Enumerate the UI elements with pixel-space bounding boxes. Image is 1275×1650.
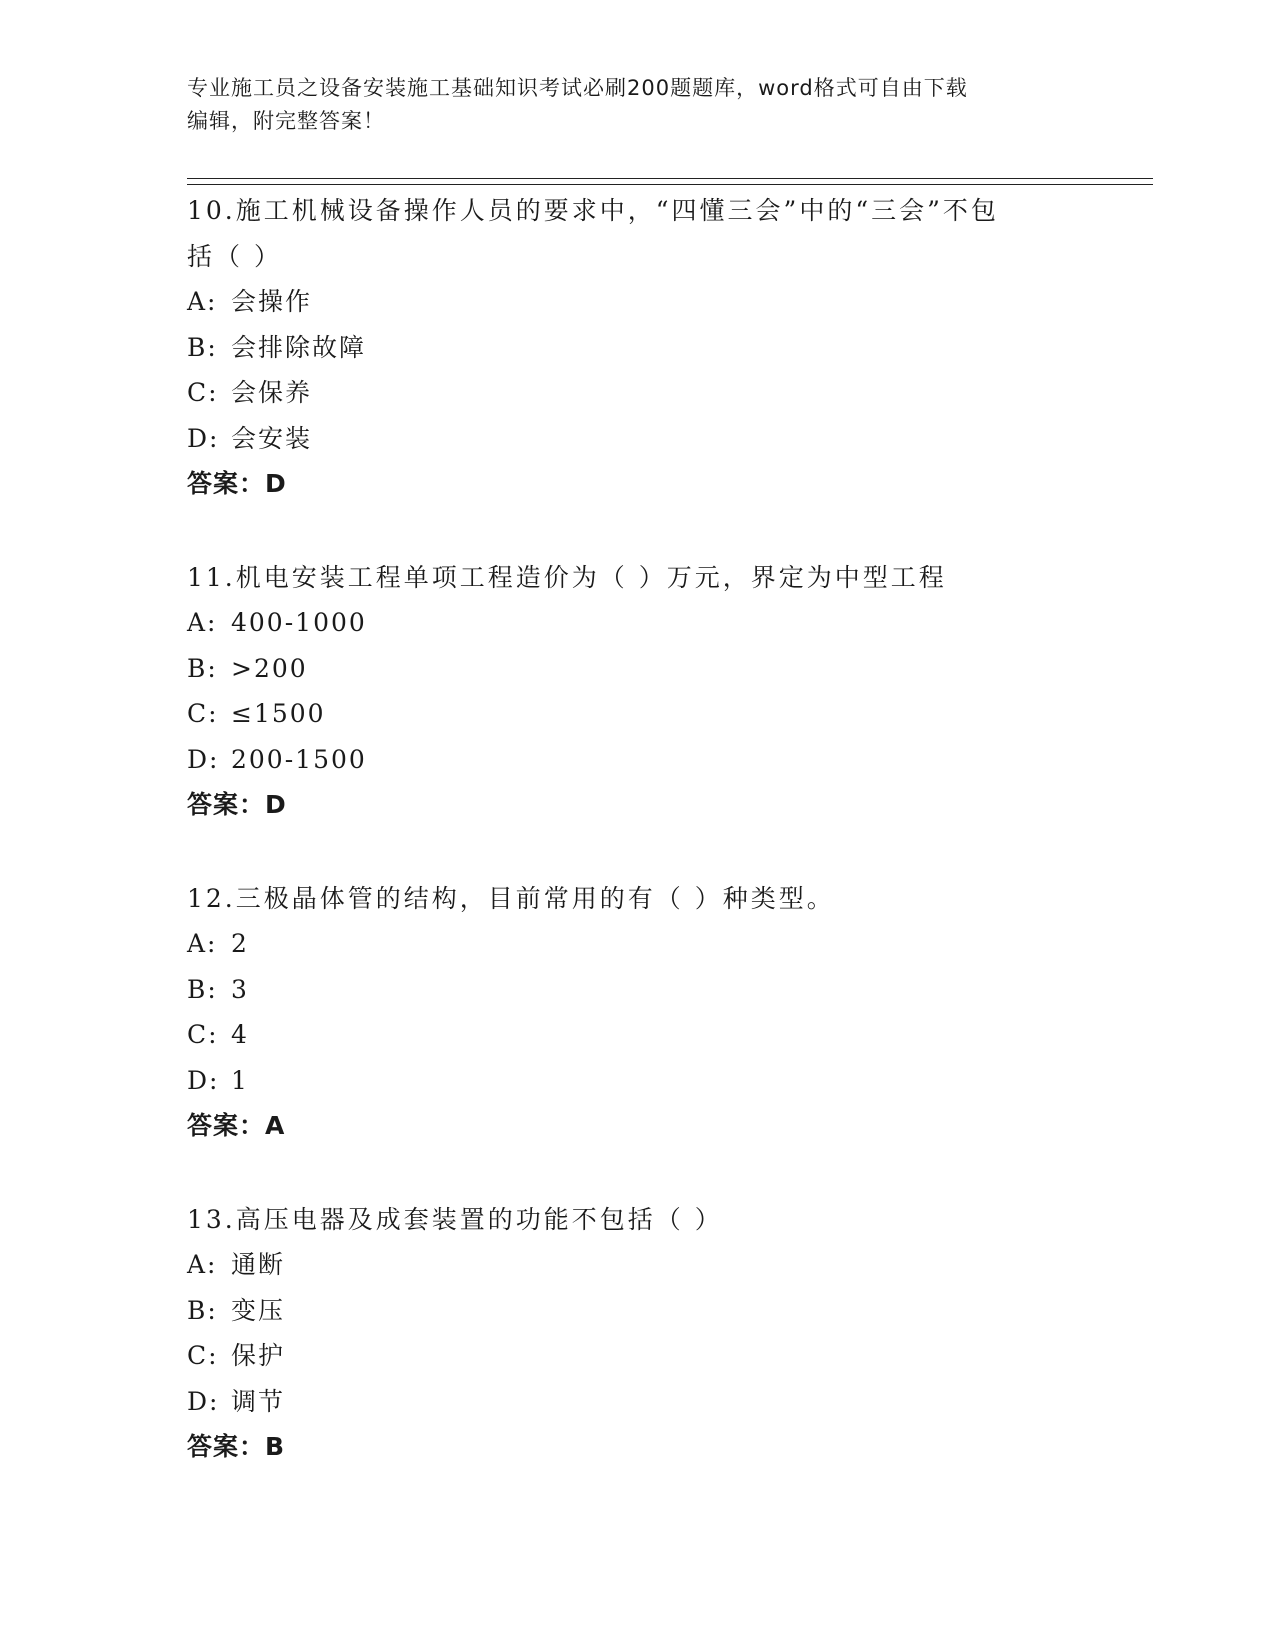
option-text: 会排除故障 [231,332,367,362]
option-letter: C: [187,378,219,407]
option-text: 200-1500 [231,744,367,774]
option-a [187,600,1087,646]
option-c [187,370,1087,416]
question-stem: 11.机电安装工程单项工程造价为（ ）万元，界定为中型工程 [187,562,947,592]
option-letter: D: [187,423,220,453]
question-stem: 13.高压电器及成套装置的功能不包括（ ） [187,1204,723,1234]
option-d [187,1379,1087,1425]
option-letter: B: [187,1295,218,1325]
answer-line: 答案：A [187,1111,286,1140]
option-text: 会安装 [231,423,313,453]
option-text: 1 [231,1065,249,1095]
question-12 [187,876,1087,1149]
option-letter: A: [187,1250,218,1279]
option-letter: B: [187,653,218,683]
question-stem: 10.施工机械设备操作人员的要求中，“四懂三会”中的“三会”不包 [187,196,999,225]
answer-line: 答案：D [187,790,287,819]
header-line-1: 专业施工员之设备安装施工基础知识考试必刷200题题库，word格式可自由下载 [187,76,968,100]
option-letter: C: [187,699,219,728]
question-10 [187,188,1087,507]
option-text: 3 [231,974,249,1004]
option-letter: A: [187,929,218,958]
header-divider-bottom [187,184,1153,185]
option-b [187,325,1087,371]
option-b [187,1288,1087,1334]
option-text: 保护 [231,1341,286,1370]
option-text: 变压 [231,1295,286,1325]
option-c [187,691,1087,737]
option-d [187,737,1087,783]
option-letter: A: [187,608,218,637]
question-spacer [187,1149,1087,1197]
option-text: ≤1500 [231,699,326,728]
option-d [187,416,1087,462]
option-text: 4 [231,1020,249,1049]
answer-line: 答案：B [187,1432,286,1461]
question-stem-continued: 括（ ） [187,241,282,271]
option-letter: A: [187,287,218,316]
option-text: 会操作 [231,287,313,316]
answer-line: 答案：D [187,469,287,498]
question-list [187,188,1087,1470]
question-13 [187,1197,1087,1470]
option-a [187,279,1087,325]
question-stem: 12.三极晶体管的结构，目前常用的有（ ）种类型。 [187,883,835,913]
question-11 [187,555,1087,828]
option-b [187,646,1087,692]
document-header [187,72,1087,138]
header-divider-top [187,178,1153,179]
option-d [187,1058,1087,1104]
option-text: 2 [231,929,249,958]
option-c [187,1012,1087,1058]
option-text: 400-1000 [231,608,367,637]
option-c [187,1333,1087,1379]
option-letter: C: [187,1341,219,1370]
option-letter: D: [187,1386,220,1416]
question-spacer [187,828,1087,876]
option-letter: C: [187,1020,219,1049]
question-spacer [187,507,1087,555]
option-text: 会保养 [231,378,313,407]
option-letter: D: [187,744,220,774]
option-b [187,967,1087,1013]
option-letter: B: [187,332,218,362]
option-letter: D: [187,1065,220,1095]
option-text: >200 [231,653,308,683]
option-text: 通断 [231,1250,286,1279]
option-a [187,1242,1087,1288]
option-text: 调节 [231,1386,286,1416]
option-a [187,921,1087,967]
header-line-2: 编辑，附完整答案！ [187,109,385,133]
option-letter: B: [187,974,218,1004]
